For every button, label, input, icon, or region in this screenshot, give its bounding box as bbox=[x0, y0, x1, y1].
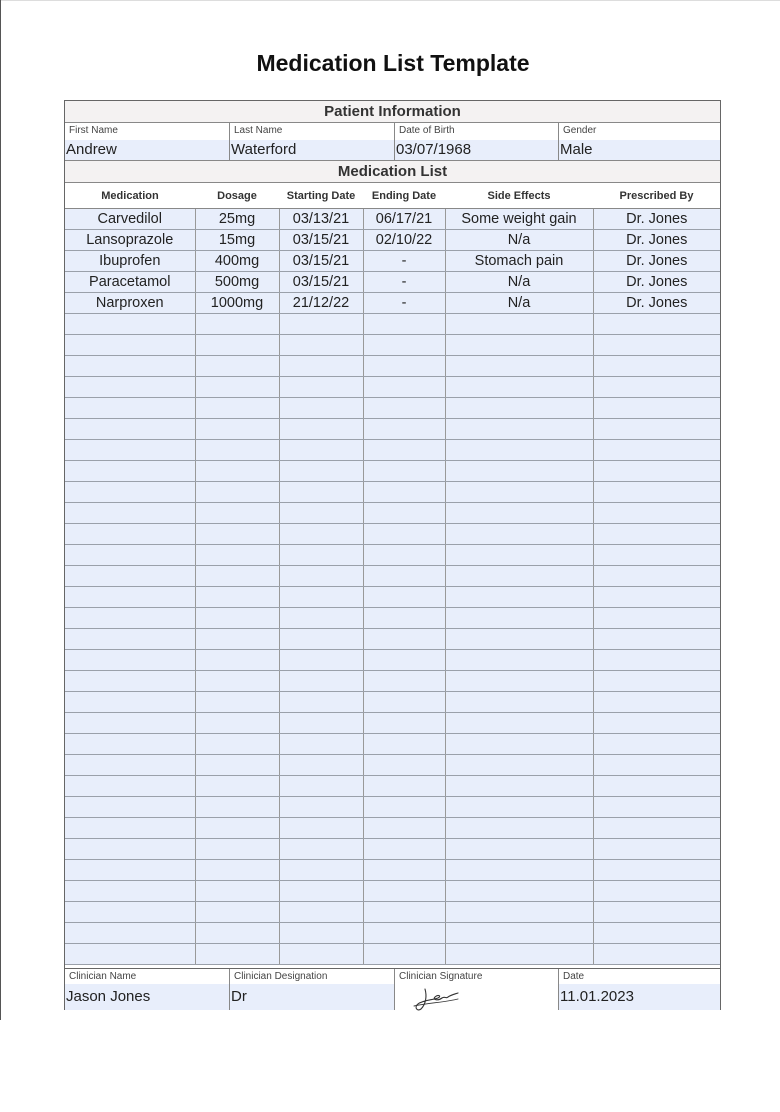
table-cell[interactable] bbox=[65, 461, 195, 482]
table-row bbox=[65, 944, 720, 965]
table-cell[interactable] bbox=[593, 839, 720, 860]
column-header-medication: Medication bbox=[65, 183, 195, 209]
table-cell[interactable] bbox=[65, 524, 195, 545]
table-cell[interactable] bbox=[363, 356, 445, 377]
table-cell[interactable] bbox=[363, 608, 445, 629]
table-cell[interactable] bbox=[279, 545, 363, 566]
table-cell[interactable] bbox=[195, 314, 279, 335]
table-cell[interactable] bbox=[593, 755, 720, 776]
table-cell[interactable] bbox=[593, 902, 720, 923]
table-cell[interactable] bbox=[195, 461, 279, 482]
table-cell[interactable] bbox=[65, 671, 195, 692]
table-cell[interactable] bbox=[593, 629, 720, 650]
table-cell[interactable] bbox=[445, 797, 593, 818]
column-header-dosage: Dosage bbox=[195, 183, 279, 209]
table-row bbox=[65, 776, 720, 797]
table-row bbox=[65, 482, 720, 503]
column-header-prescribed-by: Prescribed By bbox=[593, 183, 720, 209]
table-cell[interactable] bbox=[195, 503, 279, 524]
table-cell[interactable] bbox=[195, 881, 279, 902]
table-row bbox=[65, 650, 720, 671]
table-cell[interactable] bbox=[445, 713, 593, 734]
table-cell[interactable] bbox=[445, 692, 593, 713]
table-cell[interactable] bbox=[363, 503, 445, 524]
table-cell[interactable] bbox=[279, 587, 363, 608]
table-cell[interactable] bbox=[363, 419, 445, 440]
first-name-field[interactable]: Andrew bbox=[65, 140, 229, 160]
clinician-designation-label: Clinician Designation bbox=[234, 971, 328, 982]
table-row bbox=[65, 671, 720, 692]
table-cell[interactable] bbox=[593, 419, 720, 440]
table-cell[interactable]: Dr. Jones bbox=[593, 251, 720, 272]
table-cell[interactable] bbox=[593, 776, 720, 797]
table-cell[interactable] bbox=[593, 860, 720, 881]
table-cell[interactable]: 03/15/21 bbox=[279, 230, 363, 251]
clinician-name-label: Clinician Name bbox=[69, 971, 137, 982]
table-cell[interactable]: 500mg bbox=[195, 272, 279, 293]
table-cell[interactable] bbox=[445, 650, 593, 671]
clinician-signature-cell bbox=[394, 969, 558, 1010]
date-of-birth-label: Date of Birth bbox=[399, 125, 455, 136]
table-cell[interactable] bbox=[65, 545, 195, 566]
date-of-birth-field[interactable]: 03/07/1968 bbox=[395, 140, 558, 160]
table-cell[interactable] bbox=[593, 566, 720, 587]
table-cell[interactable] bbox=[279, 629, 363, 650]
table-cell[interactable] bbox=[279, 734, 363, 755]
table-cell[interactable] bbox=[279, 902, 363, 923]
table-cell[interactable] bbox=[65, 755, 195, 776]
table-cell[interactable] bbox=[363, 545, 445, 566]
table-row bbox=[65, 398, 720, 419]
table-cell[interactable]: 03/13/21 bbox=[279, 209, 363, 230]
table-cell[interactable] bbox=[363, 902, 445, 923]
table-cell[interactable] bbox=[363, 776, 445, 797]
table-cell[interactable] bbox=[65, 692, 195, 713]
table-cell[interactable] bbox=[593, 314, 720, 335]
table-cell[interactable]: Narproxen bbox=[65, 293, 195, 314]
table-cell[interactable] bbox=[593, 503, 720, 524]
table-cell[interactable] bbox=[195, 839, 279, 860]
table-cell[interactable] bbox=[195, 671, 279, 692]
table-cell[interactable] bbox=[363, 944, 445, 965]
table-cell[interactable]: Stomach pain bbox=[445, 251, 593, 272]
table-cell[interactable] bbox=[279, 314, 363, 335]
table-cell[interactable] bbox=[363, 587, 445, 608]
table-cell[interactable] bbox=[363, 440, 445, 461]
table-cell[interactable] bbox=[445, 902, 593, 923]
table-cell[interactable] bbox=[593, 692, 720, 713]
table-cell[interactable] bbox=[65, 314, 195, 335]
table-cell[interactable] bbox=[593, 713, 720, 734]
table-cell[interactable]: Ibuprofen bbox=[65, 251, 195, 272]
table-cell[interactable] bbox=[593, 797, 720, 818]
table-cell[interactable] bbox=[279, 818, 363, 839]
table-row bbox=[65, 839, 720, 860]
table-cell[interactable] bbox=[279, 566, 363, 587]
table-cell[interactable]: Dr. Jones bbox=[593, 230, 720, 251]
table-cell[interactable] bbox=[279, 524, 363, 545]
gender-cell bbox=[558, 123, 720, 160]
clinician-signature-field[interactable] bbox=[395, 984, 558, 1010]
table-cell[interactable] bbox=[445, 671, 593, 692]
table-cell[interactable] bbox=[195, 629, 279, 650]
table-row bbox=[65, 587, 720, 608]
table-cell[interactable] bbox=[279, 440, 363, 461]
table-cell[interactable] bbox=[363, 713, 445, 734]
table-cell[interactable] bbox=[363, 650, 445, 671]
table-row bbox=[65, 860, 720, 881]
table-cell[interactable] bbox=[363, 734, 445, 755]
table-cell[interactable] bbox=[593, 377, 720, 398]
table-cell[interactable] bbox=[445, 314, 593, 335]
gender-field[interactable]: Male bbox=[559, 140, 720, 160]
medication-form bbox=[64, 100, 721, 1010]
table-cell[interactable] bbox=[445, 629, 593, 650]
table-cell[interactable] bbox=[445, 881, 593, 902]
table-cell[interactable] bbox=[445, 818, 593, 839]
table-cell[interactable] bbox=[195, 776, 279, 797]
table-cell[interactable] bbox=[445, 755, 593, 776]
first-name-label: First Name bbox=[69, 125, 118, 136]
table-cell[interactable] bbox=[65, 503, 195, 524]
table-cell[interactable] bbox=[279, 944, 363, 965]
table-cell[interactable] bbox=[195, 797, 279, 818]
last-name-label: Last Name bbox=[234, 125, 283, 136]
table-cell[interactable]: 03/15/21 bbox=[279, 272, 363, 293]
table-cell[interactable] bbox=[195, 902, 279, 923]
table-cell[interactable] bbox=[363, 482, 445, 503]
table-cell[interactable] bbox=[363, 671, 445, 692]
table-row bbox=[65, 923, 720, 944]
clinician-designation-cell bbox=[229, 969, 394, 1010]
table-cell[interactable] bbox=[65, 629, 195, 650]
table-cell[interactable] bbox=[65, 419, 195, 440]
clinician-name-field[interactable]: Jason Jones bbox=[65, 984, 229, 1010]
table-cell[interactable] bbox=[363, 398, 445, 419]
table-cell[interactable] bbox=[363, 461, 445, 482]
table-row bbox=[65, 797, 720, 818]
table-cell[interactable] bbox=[593, 461, 720, 482]
table-cell[interactable] bbox=[195, 419, 279, 440]
table-cell[interactable] bbox=[445, 440, 593, 461]
handwritten-signature-icon bbox=[411, 986, 461, 1012]
table-cell[interactable] bbox=[65, 881, 195, 902]
table-row bbox=[65, 209, 720, 230]
clinician-signature-label: Clinician Signature bbox=[399, 971, 483, 982]
table-cell[interactable] bbox=[445, 524, 593, 545]
table-cell[interactable] bbox=[65, 902, 195, 923]
table-cell[interactable] bbox=[195, 587, 279, 608]
table-cell[interactable] bbox=[593, 944, 720, 965]
table-cell[interactable] bbox=[593, 650, 720, 671]
table-cell[interactable] bbox=[65, 944, 195, 965]
table-cell[interactable]: 15mg bbox=[195, 230, 279, 251]
table-cell[interactable] bbox=[65, 587, 195, 608]
table-cell[interactable]: 21/12/22 bbox=[279, 293, 363, 314]
last-name-cell bbox=[229, 123, 394, 160]
table-cell[interactable] bbox=[195, 398, 279, 419]
table-row bbox=[65, 272, 720, 293]
table-cell[interactable]: 25mg bbox=[195, 209, 279, 230]
table-row bbox=[65, 230, 720, 251]
table-row bbox=[65, 608, 720, 629]
medication-table bbox=[65, 183, 720, 965]
table-cell[interactable] bbox=[195, 608, 279, 629]
table-cell[interactable] bbox=[65, 839, 195, 860]
table-cell[interactable]: 400mg bbox=[195, 251, 279, 272]
table-cell[interactable] bbox=[65, 797, 195, 818]
table-cell[interactable] bbox=[65, 377, 195, 398]
table-cell[interactable]: Dr. Jones bbox=[593, 293, 720, 314]
table-header-row bbox=[65, 183, 720, 209]
table-cell[interactable] bbox=[363, 797, 445, 818]
table-cell[interactable] bbox=[593, 545, 720, 566]
table-cell[interactable] bbox=[445, 503, 593, 524]
table-row bbox=[65, 314, 720, 335]
table-cell[interactable] bbox=[65, 482, 195, 503]
clinician-designation-field[interactable]: Dr bbox=[230, 984, 394, 1010]
table-row bbox=[65, 461, 720, 482]
table-cell[interactable] bbox=[363, 692, 445, 713]
table-row bbox=[65, 734, 720, 755]
table-cell[interactable] bbox=[445, 608, 593, 629]
table-row bbox=[65, 902, 720, 923]
table-cell[interactable] bbox=[195, 524, 279, 545]
table-cell[interactable] bbox=[445, 839, 593, 860]
table-cell[interactable]: - bbox=[363, 272, 445, 293]
table-cell[interactable] bbox=[445, 587, 593, 608]
table-cell[interactable] bbox=[363, 524, 445, 545]
table-cell[interactable] bbox=[195, 482, 279, 503]
table-cell[interactable] bbox=[279, 860, 363, 881]
table-cell[interactable]: Lansoprazole bbox=[65, 230, 195, 251]
table-cell[interactable]: Dr. Jones bbox=[593, 209, 720, 230]
table-cell[interactable]: Some weight gain bbox=[445, 209, 593, 230]
table-cell[interactable] bbox=[445, 377, 593, 398]
table-cell[interactable] bbox=[593, 440, 720, 461]
table-cell[interactable] bbox=[65, 776, 195, 797]
table-cell[interactable] bbox=[593, 335, 720, 356]
table-cell[interactable] bbox=[279, 461, 363, 482]
date-field[interactable]: 11.01.2023 bbox=[559, 984, 720, 1010]
table-cell[interactable] bbox=[593, 881, 720, 902]
patient-info-row bbox=[65, 123, 720, 160]
table-cell[interactable] bbox=[445, 335, 593, 356]
table-row bbox=[65, 503, 720, 524]
table-cell[interactable] bbox=[65, 818, 195, 839]
table-row bbox=[65, 356, 720, 377]
table-cell[interactable] bbox=[195, 755, 279, 776]
table-cell[interactable] bbox=[363, 818, 445, 839]
table-cell[interactable] bbox=[279, 650, 363, 671]
table-row bbox=[65, 251, 720, 272]
table-cell[interactable] bbox=[593, 818, 720, 839]
table-cell[interactable] bbox=[279, 797, 363, 818]
table-cell[interactable] bbox=[65, 734, 195, 755]
table-cell[interactable] bbox=[279, 692, 363, 713]
table-cell[interactable] bbox=[65, 440, 195, 461]
clinician-name-cell bbox=[65, 969, 229, 1010]
table-cell[interactable] bbox=[65, 923, 195, 944]
table-cell[interactable] bbox=[279, 608, 363, 629]
table-cell[interactable]: N/a bbox=[445, 293, 593, 314]
table-cell[interactable] bbox=[363, 860, 445, 881]
column-header-starting-date: Starting Date bbox=[279, 183, 363, 209]
date-of-birth-cell bbox=[394, 123, 558, 160]
table-cell[interactable] bbox=[363, 314, 445, 335]
table-cell[interactable] bbox=[195, 713, 279, 734]
table-cell[interactable] bbox=[445, 461, 593, 482]
gender-label: Gender bbox=[563, 125, 597, 136]
patient-information-heading: Patient Information bbox=[65, 101, 720, 123]
last-name-field[interactable]: Waterford bbox=[230, 140, 394, 160]
table-cell[interactable] bbox=[279, 419, 363, 440]
table-cell[interactable]: 06/17/21 bbox=[363, 209, 445, 230]
table-cell[interactable] bbox=[593, 524, 720, 545]
table-cell[interactable] bbox=[279, 356, 363, 377]
table-cell[interactable] bbox=[279, 503, 363, 524]
table-cell[interactable] bbox=[195, 650, 279, 671]
table-cell[interactable]: - bbox=[363, 251, 445, 272]
table-row bbox=[65, 818, 720, 839]
table-cell[interactable] bbox=[65, 335, 195, 356]
table-cell[interactable] bbox=[279, 881, 363, 902]
table-cell[interactable] bbox=[195, 860, 279, 881]
table-cell[interactable] bbox=[195, 440, 279, 461]
first-name-cell bbox=[65, 123, 229, 160]
table-cell[interactable] bbox=[445, 566, 593, 587]
column-header-ending-date: Ending Date bbox=[363, 183, 445, 209]
table-cell[interactable] bbox=[363, 755, 445, 776]
page-top-edge bbox=[0, 0, 780, 1]
table-cell[interactable]: N/a bbox=[445, 230, 593, 251]
table-row bbox=[65, 692, 720, 713]
table-row bbox=[65, 335, 720, 356]
table-cell[interactable] bbox=[279, 482, 363, 503]
table-cell[interactable] bbox=[279, 923, 363, 944]
table-cell[interactable] bbox=[363, 881, 445, 902]
table-cell[interactable] bbox=[593, 398, 720, 419]
table-cell[interactable] bbox=[593, 734, 720, 755]
table-cell[interactable] bbox=[279, 755, 363, 776]
table-cell[interactable] bbox=[65, 608, 195, 629]
table-cell[interactable] bbox=[363, 923, 445, 944]
table-cell[interactable] bbox=[279, 713, 363, 734]
table-cell[interactable]: 1000mg bbox=[195, 293, 279, 314]
table-row bbox=[65, 881, 720, 902]
table-cell[interactable] bbox=[445, 923, 593, 944]
table-cell[interactable]: N/a bbox=[445, 272, 593, 293]
table-cell[interactable] bbox=[279, 839, 363, 860]
table-row bbox=[65, 419, 720, 440]
table-cell[interactable] bbox=[363, 566, 445, 587]
table-cell[interactable] bbox=[593, 923, 720, 944]
table-cell[interactable] bbox=[593, 587, 720, 608]
table-cell[interactable] bbox=[279, 377, 363, 398]
table-cell[interactable] bbox=[445, 482, 593, 503]
table-cell[interactable] bbox=[195, 566, 279, 587]
table-row bbox=[65, 566, 720, 587]
table-cell[interactable] bbox=[445, 356, 593, 377]
table-cell[interactable]: Carvedilol bbox=[65, 209, 195, 230]
table-cell[interactable] bbox=[445, 860, 593, 881]
table-cell[interactable] bbox=[445, 419, 593, 440]
table-cell[interactable] bbox=[445, 944, 593, 965]
table-cell[interactable] bbox=[195, 692, 279, 713]
page-left-edge bbox=[0, 0, 1, 1020]
table-cell[interactable] bbox=[65, 650, 195, 671]
column-header-side-effects: Side Effects bbox=[445, 183, 593, 209]
table-cell[interactable] bbox=[363, 377, 445, 398]
page-title: Medication List Template bbox=[256, 50, 530, 76]
table-cell[interactable] bbox=[445, 776, 593, 797]
table-cell[interactable]: 02/10/22 bbox=[363, 230, 445, 251]
table-cell[interactable] bbox=[65, 566, 195, 587]
table-row bbox=[65, 545, 720, 566]
table-cell[interactable] bbox=[593, 356, 720, 377]
table-row bbox=[65, 524, 720, 545]
table-cell[interactable] bbox=[279, 671, 363, 692]
table-cell[interactable] bbox=[279, 776, 363, 797]
table-cell[interactable] bbox=[593, 608, 720, 629]
table-cell[interactable] bbox=[195, 377, 279, 398]
table-row bbox=[65, 755, 720, 776]
table-cell[interactable]: - bbox=[363, 293, 445, 314]
table-cell[interactable]: Dr. Jones bbox=[593, 272, 720, 293]
clinician-footer bbox=[65, 968, 720, 1010]
table-cell[interactable] bbox=[279, 398, 363, 419]
table-cell[interactable] bbox=[65, 398, 195, 419]
table-cell[interactable] bbox=[65, 713, 195, 734]
table-cell[interactable] bbox=[195, 335, 279, 356]
table-cell[interactable] bbox=[593, 671, 720, 692]
date-cell bbox=[558, 969, 720, 1010]
table-row bbox=[65, 629, 720, 650]
table-row bbox=[65, 440, 720, 461]
table-cell[interactable] bbox=[279, 335, 363, 356]
table-cell[interactable] bbox=[363, 335, 445, 356]
table-cell[interactable] bbox=[195, 818, 279, 839]
table-cell[interactable] bbox=[195, 545, 279, 566]
table-row bbox=[65, 713, 720, 734]
table-cell[interactable]: Paracetamol bbox=[65, 272, 195, 293]
medication-table-body bbox=[65, 209, 720, 965]
table-cell[interactable] bbox=[65, 356, 195, 377]
table-cell[interactable] bbox=[65, 860, 195, 881]
table-cell[interactable] bbox=[195, 944, 279, 965]
table-row bbox=[65, 377, 720, 398]
table-cell[interactable] bbox=[363, 839, 445, 860]
table-cell[interactable] bbox=[593, 482, 720, 503]
table-row bbox=[65, 293, 720, 314]
table-cell[interactable] bbox=[195, 923, 279, 944]
table-cell[interactable] bbox=[195, 734, 279, 755]
table-cell[interactable] bbox=[445, 545, 593, 566]
table-cell[interactable] bbox=[445, 734, 593, 755]
date-label: Date bbox=[563, 971, 585, 982]
table-cell[interactable] bbox=[445, 398, 593, 419]
table-cell[interactable]: 03/15/21 bbox=[279, 251, 363, 272]
table-cell[interactable] bbox=[195, 356, 279, 377]
table-cell[interactable] bbox=[363, 629, 445, 650]
medication-list-heading: Medication List bbox=[65, 160, 720, 183]
